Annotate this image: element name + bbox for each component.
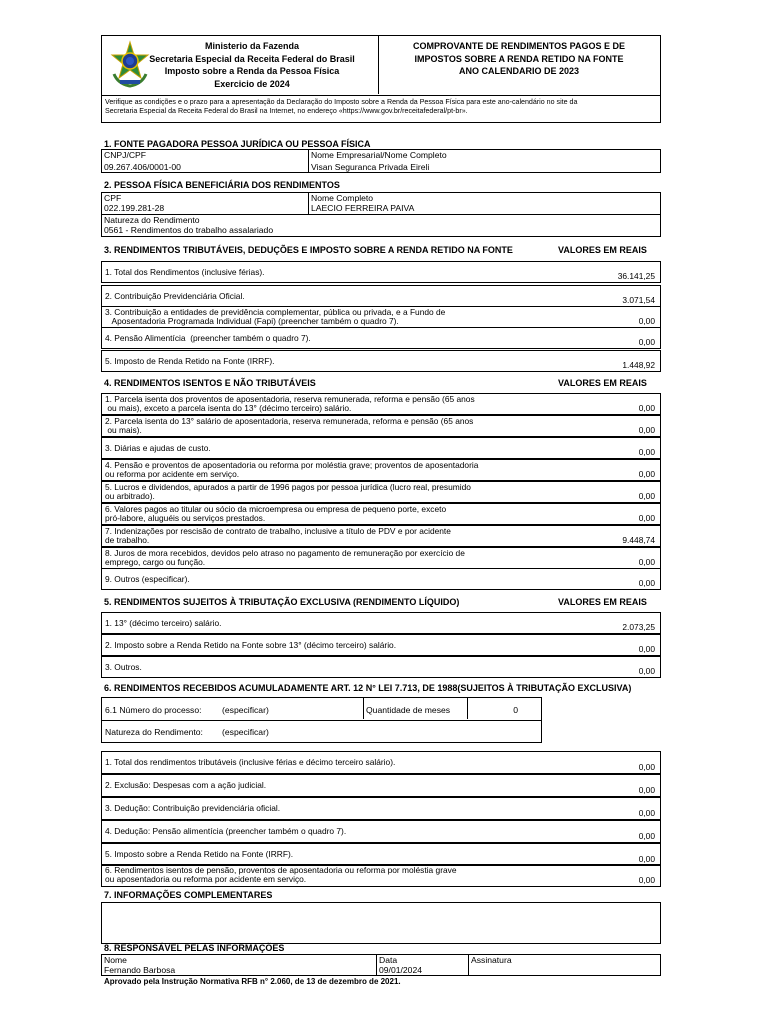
table-row: [101, 459, 661, 481]
table-row: [101, 285, 661, 307]
section2-box: [101, 192, 661, 237]
secretariat-name: Secretaria Especial da Receita Federal do Brasil: [149, 53, 355, 64]
responsible-name-label: Nome: [104, 955, 127, 965]
section5-values-header: VALORES EM REAIS: [558, 597, 647, 607]
section4-title: 4. RENDIMENTOS ISENTOS E NÃO TRIBUTÁVEIS: [104, 378, 316, 388]
notice-line1: Verifique as condições e o prazo para a apresentação da Declaração do Imposto sobre a Renda da Pessoa Física para este ano-calendário no site da: [105, 98, 578, 106]
nature-label: Natureza do Rendimento: [104, 215, 200, 225]
row-label: 3. Diárias e ajudas de custo.: [105, 443, 211, 453]
payer-name-label: Nome Empresarial/Nome Completo: [311, 150, 447, 160]
row-label-continuation: ou reforma por acidente em serviço.: [105, 469, 240, 479]
section3-values-header: VALORES EM REAIS: [558, 245, 647, 255]
row-value: 0,00: [638, 513, 655, 523]
row-label: 5. Imposto de Renda Retido na Fonte (IRRF).: [105, 356, 275, 366]
beneficiary-name-label: Nome Completo: [311, 193, 374, 203]
notice-line2: Secretaria Especial da Receita Federal do Brasil na Internet, no endereço «https://www.gov.br/receitafederal/pt-br».: [105, 107, 468, 115]
table-row: [101, 864, 661, 887]
footer-approval: Aprovado pela Instrução Normativa RFB n° 2.060, de 13 de dezembro de 2021.: [104, 977, 401, 986]
payer-name-value: Visan Seguranca Privada Eireli: [311, 162, 430, 172]
s6-nature-label: Natureza do Rendimento:: [105, 727, 203, 737]
row-value: 0,00: [638, 469, 655, 479]
row-value: 0,00: [638, 403, 655, 413]
row-label-continuation: ou arbitrado).: [105, 491, 155, 501]
row-value: 0,00: [638, 808, 655, 818]
table-row: [101, 656, 661, 678]
section6-process-box: [101, 697, 542, 743]
row-value: 1.448,92: [622, 360, 655, 370]
section6-title: 6. RENDIMENTOS RECEBIDOS ACUMULADAMENTE ART. 12 N° LEI 7.713, DE 1988(SUJEITOS À TRIBUTAÇÃO EXCLUSIVA): [104, 683, 632, 693]
row-value: 0,00: [638, 666, 655, 676]
row-label: 1. Total dos Rendimentos (inclusive férias).: [105, 267, 265, 277]
row-label-continuation: ou mais).: [105, 425, 142, 435]
row-label: 9. Outros (especificar).: [105, 574, 190, 584]
table-row: [101, 415, 661, 437]
section1-title: 1. FONTE PAGADORA PESSOA JURÍDICA OU PESSOA FÍSICA: [104, 139, 371, 149]
date-label: Data: [379, 955, 398, 965]
months-value: 0: [513, 705, 518, 715]
row-label: 5. Imposto sobre a Renda Retido na Fonte (IRRF).: [105, 849, 294, 859]
row-value: 2.073,25: [622, 622, 655, 632]
s6-nature-value: (especificar): [222, 727, 269, 737]
table-row: [101, 437, 661, 459]
section8-title: 8. RESPONSÁVEL PELAS INFORMAÇÕES: [104, 943, 285, 953]
section5-title: 5. RENDIMENTOS SUJEITOS À TRIBUTAÇÃO EXCLUSIVA (RENDIMENTO LÍQUIDO): [104, 597, 460, 607]
row-value: 0,00: [638, 854, 655, 864]
table-row: [101, 547, 661, 569]
table-row: [101, 393, 661, 415]
row-label: 4. Pensão e proventos de aposentadoria ou reforma por moléstia grave; proventos de aposentadoria: [105, 460, 479, 470]
doc-title-line3: ANO CALENDARIO DE 2023: [458, 66, 580, 76]
doc-title-line1: COMPROVANTE DE RENDIMENTOS PAGOS E DE: [412, 41, 626, 51]
table-row: [101, 612, 661, 634]
row-label: 6. Rendimentos isentos de pensão, proventos de aposentadoria ou reforma por moléstia grave: [105, 865, 457, 875]
row-label: 2. Parcela isenta do 13° salário de aposentadoria, reserva remunerada, reforma e pensão (65 anos: [105, 416, 474, 426]
row-label: 8. Juros de mora recebidos, devidos pelo atraso no pagamento de remuneração por exercício de: [105, 548, 465, 558]
row-label: 4. Dedução: Pensão alimentícia (preencher também o quadro 7).: [105, 826, 347, 836]
row-value: 0,00: [638, 644, 655, 654]
row-label: 6. Valores pagos ao titular ou sócio da microempresa ou empresa de pequeno porte, exceto: [105, 504, 447, 514]
row-label-continuation: emprego, cargo ou função.: [105, 557, 206, 567]
row-value: 0,00: [638, 785, 655, 795]
cnpj-label: CNPJ/CPF: [104, 150, 147, 160]
row-value: 0,00: [638, 762, 655, 772]
row-label: 3. Dedução: Contribuição previdenciária oficial.: [105, 803, 281, 813]
table-row: [101, 751, 661, 774]
process-number-label: 6.1 Número do processo:: [105, 705, 202, 715]
section8-box: [101, 954, 661, 976]
row-label: 5. Lucros e dividendos, apurados a partir de 1996 pagos por pessoa jurídica (lucro real, presumido: [105, 482, 471, 492]
row-label: 7. Indenizações por rescisão de contrato de trabalho, inclusive a título de PDV e por acidente: [105, 526, 451, 536]
table-row: [101, 820, 661, 843]
row-value: 9.448,74: [622, 535, 655, 545]
row-value: 3.071,54: [622, 295, 655, 305]
row-label-continuation: Aposentadoria Programada Individual (Fapi) (preencher também o quadro 7).: [105, 316, 399, 326]
doc-title-line2: IMPOSTOS SOBRE A RENDA RETIDO NA FONTE: [414, 53, 624, 64]
row-label: 1. 13° (décimo terceiro) salário.: [105, 618, 222, 628]
row-label: 1. Total dos rendimentos tributáveis (inclusive férias e décimo terceiro salário).: [105, 757, 396, 767]
ministry-name: Ministerio da Fazenda: [204, 41, 300, 51]
row-label: 2. Contribuição Previdenciária Oficial.: [105, 291, 245, 301]
row-value: 0,00: [638, 831, 655, 841]
table-row: [101, 327, 661, 349]
section7-box: [101, 902, 661, 944]
months-label: Quantidade de meses: [366, 705, 451, 715]
cpf-label: CPF: [104, 193, 122, 203]
section2-title: 2. PESSOA FÍSICA BENEFICIÁRIA DOS RENDIMENTOS: [104, 180, 340, 190]
row-value: 0,00: [638, 491, 655, 501]
process-number-value: (especificar): [222, 705, 269, 715]
header-box: [101, 35, 661, 123]
row-value: 0,00: [638, 425, 655, 435]
tax-name: Imposto sobre a Renda da Pessoa Física: [164, 66, 340, 76]
table-row: [101, 774, 661, 797]
row-label: 2. Exclusão: Despesas com a ação judicial.: [105, 780, 267, 790]
row-label: 3. Outros.: [105, 662, 142, 672]
section4-values-header: VALORES EM REAIS: [558, 378, 647, 388]
table-row: [101, 568, 661, 590]
row-value: 0,00: [638, 447, 655, 457]
table-row: [101, 525, 661, 547]
row-label-continuation: ou aposentadoria ou reforma por acidente em serviço.: [105, 874, 307, 884]
cnpj-value: 09.267.406/0001-00: [104, 162, 181, 172]
row-label: 3. Contribuição a entidades de previdência complementar, pública ou privada, e a Fundo de: [105, 307, 446, 317]
table-row: [101, 261, 661, 283]
table-row: [101, 843, 661, 866]
row-value: 0,00: [638, 875, 655, 885]
row-label: 1. Parcela isenta dos proventos de aposentadoria, reserva remunerada, reforma e pensão (65 anos: [105, 394, 475, 404]
cpf-value: 022.199.281-28: [104, 203, 165, 213]
table-row: [101, 481, 661, 503]
responsible-name-value: Fernando Barbosa: [104, 965, 176, 975]
nature-value: 0561 - Rendimentos do trabalho assalariado: [104, 225, 274, 235]
row-value: 0,00: [638, 578, 655, 588]
table-row: [101, 634, 661, 656]
beneficiary-name-value: LAECIO FERREIRA PAIVA: [311, 203, 415, 213]
row-value: 36.141,25: [617, 271, 655, 281]
table-row: [101, 797, 661, 820]
row-label: 4. Pensão Alimentícia (preencher também o quadro 7).: [105, 333, 311, 343]
section3-title: 3. RENDIMENTOS TRIBUTÁVEIS, DEDUÇÕES E IMPOSTO SOBRE A RENDA RETIDO NA FONTE: [104, 245, 513, 255]
row-label-continuation: pró-labore, aluguéis ou serviços prestados.: [105, 513, 266, 523]
exercise-year: Exercicio de 2024: [214, 78, 290, 89]
table-row: [101, 350, 661, 372]
row-label-continuation: de trabalho.: [105, 535, 150, 545]
table-row: [101, 503, 661, 525]
section7-title: 7. INFORMAÇÕES COMPLEMENTARES: [104, 890, 273, 900]
row-value: 0,00: [638, 316, 655, 326]
date-value: 09/01/2024: [379, 965, 423, 975]
row-label: 2. Imposto sobre a Renda Retido na Fonte sobre 13° (décimo terceiro) salário.: [105, 640, 397, 650]
row-value: 0,00: [638, 557, 655, 567]
table-row: [101, 306, 661, 328]
row-label-continuation: ou mais), exceto a parcela isenta do 13° (décimo terceiro) salário.: [105, 403, 352, 413]
signature-label: Assinatura: [471, 955, 512, 965]
section1-box: [101, 149, 661, 173]
row-value: 0,00: [638, 337, 655, 347]
